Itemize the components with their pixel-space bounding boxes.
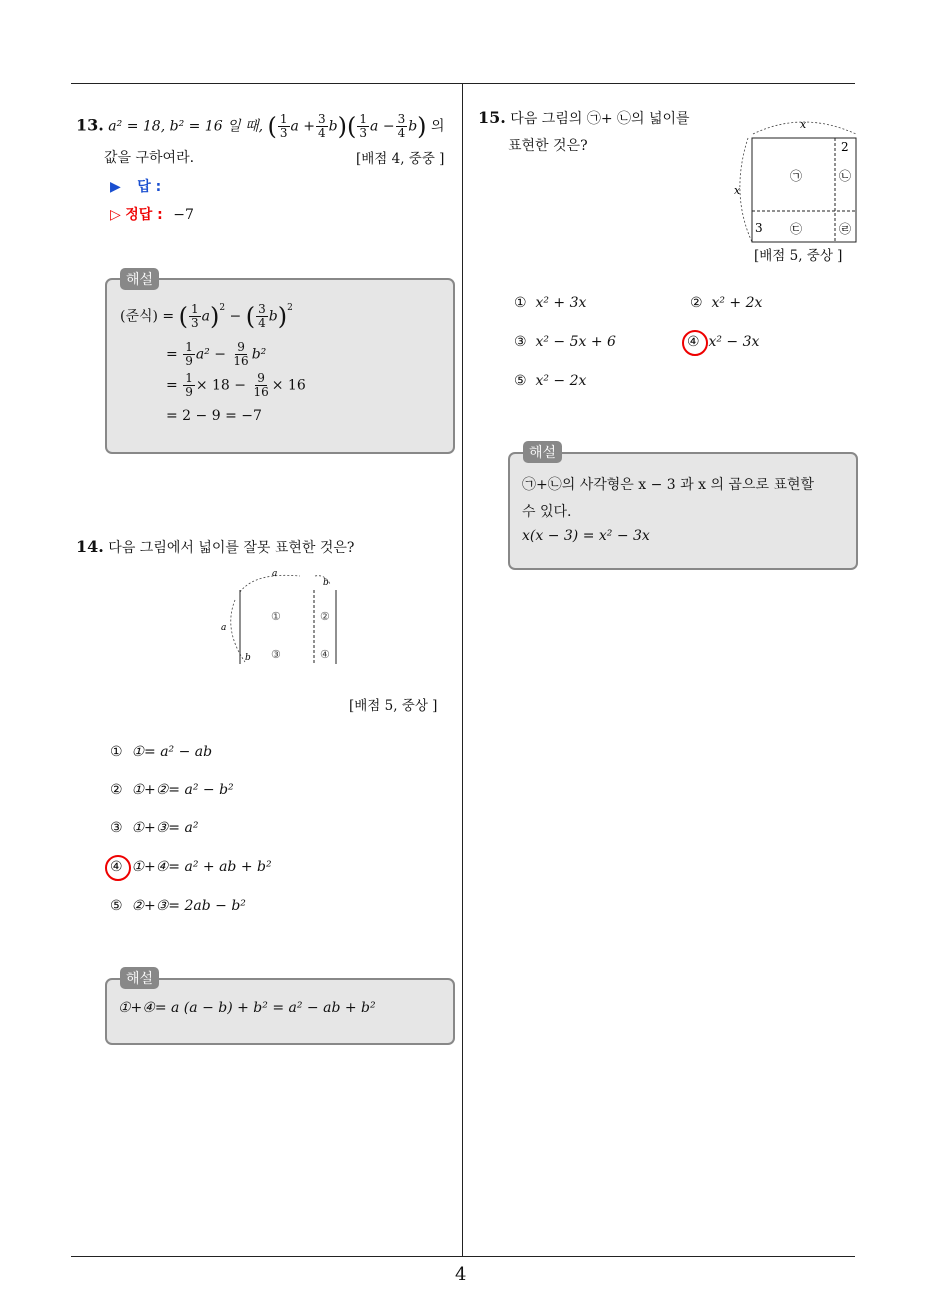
q13-sol-line2	[166, 341, 266, 368]
q14-score: [배점 5, 중상 ]	[349, 698, 438, 714]
frac-num: 3	[258, 302, 266, 316]
option-text: x² − 3x	[708, 334, 760, 350]
option-number: ⑤	[110, 898, 123, 914]
region-label: ④	[320, 648, 330, 661]
q13-stem-line1	[76, 113, 445, 140]
frac	[183, 372, 195, 399]
q14-option-5[interactable]	[110, 898, 246, 914]
fig-label: b	[245, 653, 251, 663]
option-text: ①= a² − ab	[131, 744, 213, 760]
frac-num: 9	[257, 371, 265, 385]
option-number: ①	[110, 744, 123, 760]
paren-open: (	[245, 302, 256, 331]
frac-num: 3	[318, 112, 326, 126]
page-number: 4	[455, 1264, 467, 1285]
sol-prefix: (준식) =	[120, 308, 179, 325]
frac	[316, 113, 328, 140]
eq: =	[166, 377, 178, 394]
frac	[183, 341, 195, 368]
answer-label: 답 :	[137, 179, 162, 195]
frac	[231, 341, 250, 368]
q14-number: 14.	[76, 537, 104, 556]
frac-num: 1	[185, 340, 193, 354]
frac-den: 3	[190, 316, 199, 330]
outline-play-icon: ▷	[110, 207, 121, 223]
var: b	[268, 308, 278, 325]
option-text: x² − 2x	[535, 373, 587, 389]
q13-stem-end: 의	[431, 118, 445, 135]
top-rule	[71, 83, 855, 84]
q13-term: a −	[370, 118, 395, 135]
frac-num: 3	[397, 112, 406, 126]
q13-stem-line2: 값을 구하여라.	[104, 150, 195, 166]
q13-term: b	[408, 118, 418, 135]
q13-term: a +	[290, 118, 316, 135]
frac-den: 16	[233, 354, 249, 368]
region-label: ㉢	[790, 222, 803, 236]
option-text: x² + 2x	[711, 295, 763, 311]
q14-stem	[76, 537, 354, 557]
q15-stem-line1	[478, 108, 690, 128]
var: a	[201, 308, 210, 325]
region-label: ㉠	[790, 169, 803, 183]
q15-stem-line2: 표현한 것은?	[508, 138, 588, 154]
q13-sol-line4: = 2 − 9 = −7	[166, 408, 262, 424]
sol-term: × 18 −	[195, 377, 247, 394]
frac-num: 9	[237, 340, 245, 354]
q13-stem-part1: a² = 18, b² = 16 일 때,	[108, 118, 264, 135]
option-text: x² − 5x + 6	[535, 334, 616, 350]
frac-den: 16	[253, 385, 269, 399]
q15-sol-line1: ㉠+㉡의 사각형은 x − 3 과 x 의 곱으로 표현할	[522, 477, 815, 493]
frac-den: 4	[258, 316, 266, 330]
fig-label: 3	[755, 221, 763, 235]
frac-num: 1	[279, 112, 288, 126]
option-number: ④	[110, 859, 123, 875]
option-text: ①+④= a² + ab + b²	[131, 859, 272, 875]
option-number: ⑤	[514, 373, 527, 389]
region-label: ②	[320, 610, 330, 623]
frac	[256, 303, 268, 330]
q15-option-2[interactable]	[690, 295, 762, 311]
q13-term: b	[328, 118, 338, 135]
q15-stem-text: 다음 그림의 ㉠+ ㉡의 넓이를	[510, 111, 690, 127]
sol-term: a² −	[195, 346, 226, 363]
paren-close: )	[209, 302, 220, 331]
sol-term: × 16	[271, 377, 306, 394]
side-brace	[231, 600, 245, 662]
q13-sol-line1	[120, 303, 293, 330]
region-label: ㉣	[839, 222, 852, 236]
q14-option-2[interactable]	[110, 782, 234, 798]
q13-number: 13.	[76, 115, 104, 135]
q14-option-4[interactable]	[110, 859, 272, 875]
q13-answer-row	[110, 176, 161, 196]
fig-label: x	[734, 184, 741, 197]
region-label: ①	[271, 610, 281, 623]
frac-den: 3	[279, 126, 288, 140]
correct-label: 정답 :	[125, 207, 163, 223]
q15-option-3[interactable]	[514, 334, 616, 350]
fig-label: a	[221, 623, 227, 633]
x-side-brace	[740, 138, 752, 242]
frac	[396, 113, 408, 140]
q13-correct-row	[110, 204, 194, 224]
selected-answer-circle	[682, 330, 708, 356]
option-number: ③	[110, 820, 123, 836]
q14-stem-text: 다음 그림에서 넓이를 잘못 표현한 것은?	[108, 540, 355, 556]
frac	[251, 372, 270, 399]
exp: 2	[287, 303, 293, 313]
paren-open: (	[347, 112, 357, 141]
q14-option-1[interactable]	[110, 744, 212, 760]
region-label: ③	[271, 648, 281, 661]
frac-den: 4	[397, 126, 406, 140]
minus: −	[229, 308, 242, 325]
frac	[278, 113, 290, 140]
q15-sol-line3: x(x − 3) = x² − 3x	[522, 528, 650, 544]
frac-den: 9	[185, 385, 193, 399]
paren-close: )	[277, 302, 288, 331]
region-label: ㉡	[839, 169, 852, 183]
frac-num: 1	[185, 371, 193, 385]
paren-open: (	[267, 112, 277, 141]
frac-den: 9	[185, 354, 193, 368]
option-number: ③	[514, 334, 527, 350]
q13-score: [배점 4, 중중 ]	[356, 151, 445, 167]
q14-solution-text: ①+④= a (a − b) + b² = a² − ab + b²	[118, 1000, 376, 1016]
a-brace	[240, 575, 300, 592]
fig-label: x	[800, 118, 807, 131]
frac	[189, 303, 201, 330]
paren-open: (	[178, 302, 188, 331]
option-text: x² + 3x	[535, 295, 587, 311]
option-text: ①+②= a² − b²	[131, 782, 234, 798]
q14-option-3[interactable]	[110, 820, 198, 836]
frac-num: 1	[190, 302, 199, 316]
q15-sol-line2: 수 있다.	[522, 504, 572, 520]
option-number: ④	[687, 334, 700, 350]
correct-value: −7	[173, 207, 194, 223]
fig-label: b	[323, 578, 329, 588]
option-number: ①	[514, 295, 527, 311]
bottom-rule	[71, 1256, 855, 1257]
paren-close: )	[337, 112, 348, 141]
column-divider	[462, 83, 463, 1257]
frac-num: 1	[359, 112, 368, 126]
q15-number: 15.	[478, 108, 506, 127]
sol-term: b²	[251, 346, 267, 363]
q15-figure	[728, 114, 863, 246]
q15-option-5[interactable]	[514, 373, 586, 389]
eq: =	[166, 346, 178, 363]
q15-solution-tag: 해설	[523, 441, 562, 463]
frac	[357, 113, 369, 140]
option-number: ②	[690, 295, 703, 311]
fig-label: a	[272, 570, 278, 579]
frac-den: 3	[359, 126, 368, 140]
q15-option-1[interactable]	[514, 295, 586, 311]
exp: 2	[219, 303, 226, 313]
q13-solution-tag: 해설	[120, 268, 159, 290]
frac-den: 4	[318, 126, 326, 140]
option-text: ②+③= 2ab − b²	[131, 898, 246, 914]
q14-solution-tag: 해설	[120, 967, 159, 989]
selected-answer-circle	[105, 855, 131, 881]
option-text: ①+③= a²	[131, 820, 199, 836]
q15-score: [배점 5, 중상 ]	[754, 248, 843, 264]
fig-label: 2	[841, 140, 849, 154]
paren-close: )	[417, 112, 427, 141]
play-icon: ▶	[110, 179, 121, 195]
q14-figure	[215, 570, 345, 670]
option-number: ②	[110, 782, 123, 798]
q13-sol-line3	[166, 372, 306, 399]
